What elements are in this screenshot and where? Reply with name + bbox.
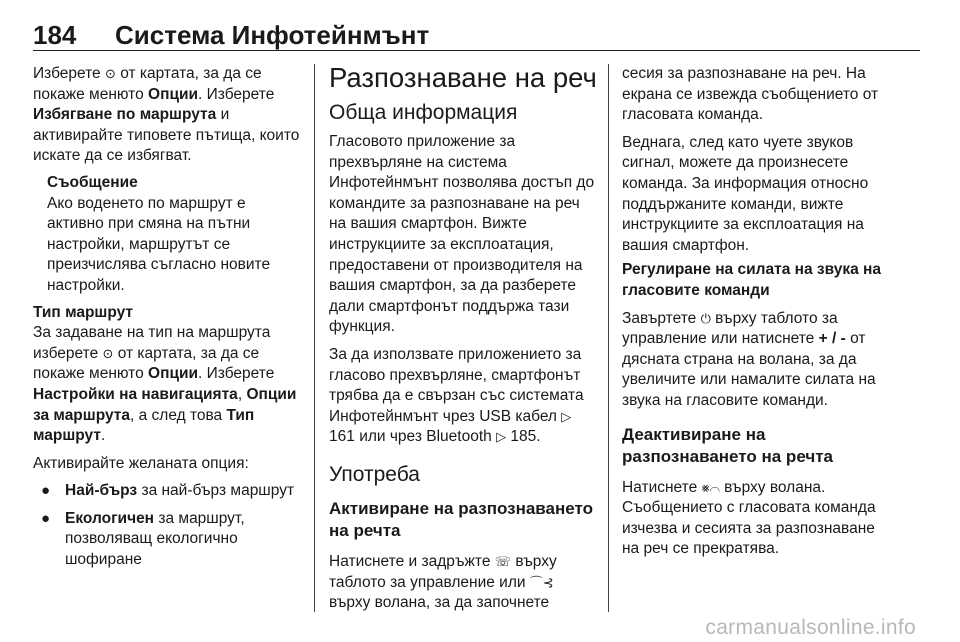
power-knob-icon: ⏻ <box>700 310 711 326</box>
paragraph: Изберете ⊙ от картата, за да се покаже менюто Опции. Изберете Избягване по маршрута и активирайте типовете пътища, които искате да се избягват. <box>33 65 300 165</box>
column-2 <box>329 64 597 614</box>
column-divider <box>314 64 315 612</box>
header-rule <box>33 50 920 51</box>
paragraph: Завъртете ⏻ върху таблото за управление или натиснете + / - от дясната страна на волана, за да увеличите или намалите силата на звука на гласовите команди. <box>622 309 876 409</box>
list-item: ● Екологичен за маршрут, позволяващ екологично шофиране <box>41 509 245 569</box>
watermark: carmanualsonline.info <box>705 616 916 639</box>
dial-icon: ⊙ <box>102 345 114 361</box>
dial-icon: ⊙ <box>104 66 116 81</box>
note-text: Ако воденето по маршрут е активно при смяна на пътни настройки, маршрутът се преизчислява съгласно новите настройки. <box>47 194 271 294</box>
paragraph: За да използвате приложението за гласово прехвърляне, смартфонът трябва да е свързан със системата Инфотейнмънт чрез USB кабел ▷ 161 или чрез Bluetooth ▷ 185. <box>329 345 584 446</box>
paragraph: Веднага, след като чуете звуков сигнал, можете да произнесете команда. За информация относно поддържаните команди, вижте инструкциите за експлоатация на вашия смартфон. <box>622 133 869 254</box>
paragraph: Натиснете и задръжте ☏ върху таблото за управление или ⌒⊰ върху волана, за да започнете <box>329 552 557 612</box>
subsection-heading: Активиране на разпознаването на речта <box>329 498 593 540</box>
paragraph: сесия за разпознаване на реч. На екрана се извежда съобщението от гласовата команда. <box>622 65 879 124</box>
paragraph: За задаване на тип на маршрута изберете ⊙ от картата, за да се покаже менюто Опции. Изберете Настройки на навигацията, Опции за маршрута, а след това Тип маршрут. <box>33 324 297 445</box>
chapter-heading: Разпознаване на реч <box>329 62 597 93</box>
page-ref-icon: ▷ <box>561 408 572 424</box>
paragraph: Съобщението с гласовата команда изчезва и сесията за разпознаване на реч се прекратява. <box>622 499 876 558</box>
paragraph: Гласовото приложение за прехвърляне на система Инфотейнмънт позволява достъп до командите за разпознаване на реч на вашия смартфон. Вижте инструкциите за експлоатация, предоставени от производителя на вашия смартфон, за да разберете дали смартфонът поддържа тази функция. <box>329 133 595 336</box>
subsection-heading: Регулиране на силата на звука на гласовите команди <box>622 261 882 299</box>
column-3 <box>622 64 890 560</box>
subsection-heading: Деактивиране на разпознаването на речта <box>622 424 833 466</box>
page-title: Система Инфотейнмънт <box>115 20 430 50</box>
column-divider <box>608 64 609 612</box>
bullet-icon: ● <box>41 509 51 527</box>
paragraph: Натиснете ⨳⌒ върху волана. <box>622 478 890 499</box>
list-item: ● Най-бърз за най-бърз маршрут <box>33 481 301 502</box>
note-title: Съобщение <box>47 173 138 191</box>
page-ref-icon: ▷ <box>496 429 507 445</box>
voice-call-icon: ⌒⊰ <box>529 574 554 590</box>
page-number: 184 <box>33 20 77 50</box>
end-call-icon: ⨳⌒ <box>701 479 720 495</box>
section-heading: Тип маршрут <box>33 303 134 321</box>
section-heading: Обща информация <box>329 101 518 124</box>
bullet-icon: ● <box>41 482 51 500</box>
paragraph: Активирайте желаната опция: <box>33 454 249 472</box>
section-heading: Употреба <box>329 462 420 486</box>
page-header <box>33 20 932 50</box>
column-1 <box>33 64 301 571</box>
phone-icon: ☏ <box>494 553 512 569</box>
